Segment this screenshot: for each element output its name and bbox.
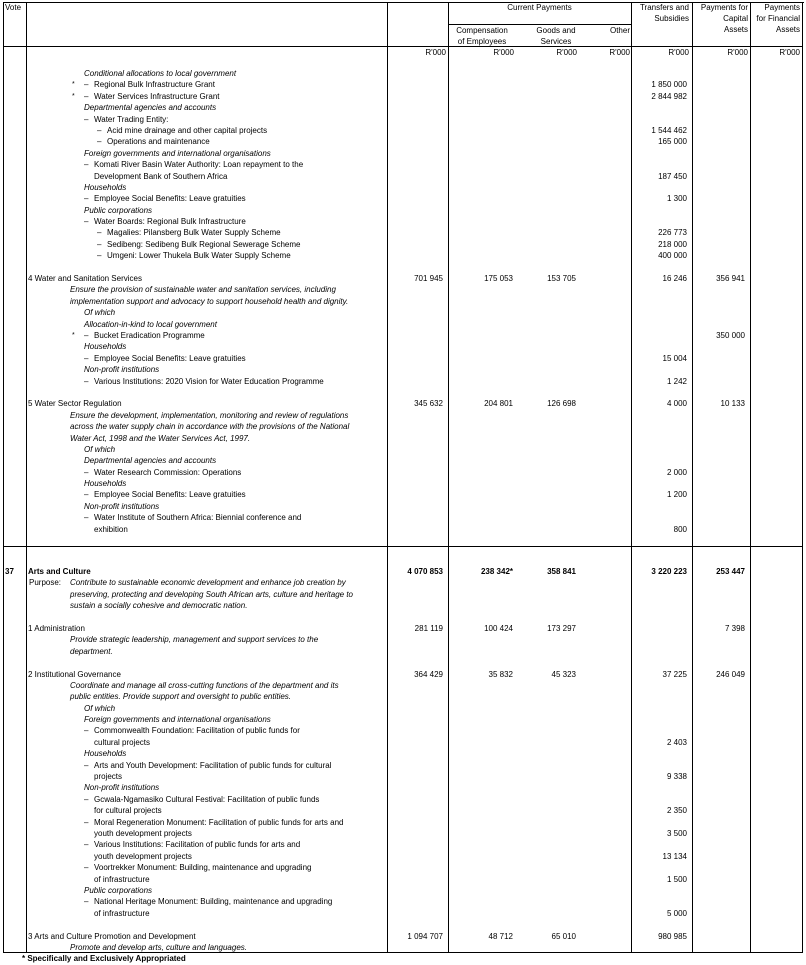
value-trans: 3 500: [666, 828, 687, 838]
table-row: [0, 714, 806, 725]
bullet-dash: –: [84, 490, 89, 500]
value-comp: 204 801: [484, 399, 513, 409]
bullet-dash: –: [84, 840, 89, 850]
value-trans: 2 350: [666, 806, 687, 816]
table-row: [0, 805, 806, 816]
bullet-dash: –: [84, 91, 89, 101]
row-description: Arts and Culture: [28, 567, 91, 576]
header-financial-line3: Assets: [775, 25, 800, 34]
row-description: Moral Regeneration Monument: Facilitation of public funds for arts and: [94, 817, 344, 827]
value-trans: 400 000: [658, 251, 687, 261]
vote-section: [0, 554, 806, 953]
header-financial-line1: Payments: [764, 3, 800, 12]
programme-heading-row: [0, 398, 806, 409]
value-total: 345 632: [414, 399, 443, 409]
table-row: [0, 91, 806, 102]
bullet-dash: –: [97, 251, 102, 261]
vote-title-row: [0, 566, 806, 577]
value-comp: 48 712: [488, 931, 513, 941]
bullet-dash: –: [97, 239, 102, 249]
row-description: Households: [84, 182, 127, 192]
header-compensation-line1: Compensation: [456, 26, 508, 35]
value-trans: 9 338: [666, 772, 687, 782]
value-trans: 15 004: [662, 353, 687, 363]
vote-section: [0, 60, 806, 554]
value-trans: 165 000: [658, 137, 687, 147]
table-row: [0, 589, 806, 600]
row-description: Water Research Commission: Operations: [94, 467, 242, 477]
vote-number: 37: [5, 567, 14, 576]
table-row: [0, 771, 806, 782]
row-description: Foreign governments and international organisations: [84, 148, 271, 158]
row-description: youth development projects: [94, 851, 192, 861]
row-description: 3 Arts and Culture Promotion and Development: [28, 931, 196, 941]
value-trans: 3 220 223: [651, 567, 687, 576]
header-other: Other: [609, 26, 630, 35]
value-trans: 218 000: [658, 239, 687, 249]
table-row: [0, 794, 806, 805]
header-transfers-line1: Transfers and: [639, 3, 689, 12]
bullet-dash: –: [84, 114, 89, 124]
value-goods: 126 698: [547, 399, 576, 409]
value-trans: 37 225: [662, 669, 687, 679]
table-row: [0, 410, 806, 421]
row-description: exhibition: [94, 524, 128, 534]
row-description: across the water supply chain in accordance with the provisions of the National: [70, 422, 350, 432]
table-row: [0, 341, 806, 352]
value-total: 281 119: [414, 623, 443, 633]
table-row: [0, 296, 806, 307]
unit-transfers: R'000: [668, 48, 689, 57]
value-total: 701 945: [414, 274, 443, 284]
row-description: Of which: [84, 444, 116, 454]
row-description: Coordinate and manage all cross-cutting functions of the department and its: [70, 680, 339, 690]
row-description: Water Services Infrastructure Grant: [94, 91, 220, 101]
row-description: Voortrekker Monument: Building, maintenance and upgrading: [94, 863, 312, 873]
bullet-dash: –: [97, 125, 102, 135]
value-goods: 45 323: [551, 669, 576, 679]
row-description: projects: [94, 772, 123, 782]
table-row: [0, 524, 806, 535]
table-row: [0, 114, 806, 125]
table-row: [0, 839, 806, 850]
row-description: of infrastructure: [94, 874, 150, 884]
table-row: [0, 748, 806, 759]
row-description: Regional Bulk Infrastructure Grant: [94, 80, 215, 90]
table-row: [0, 885, 806, 896]
row-description: Departmental agencies and accounts: [84, 103, 217, 113]
table-row: [0, 737, 806, 748]
table-row: [0, 817, 806, 828]
table-row: [0, 782, 806, 793]
table-row: [0, 148, 806, 159]
bullet-dash: –: [84, 897, 89, 907]
row-description: Promote and develop arts, culture and languages.: [70, 942, 248, 952]
row-description: cultural projects: [94, 737, 151, 747]
value-trans: 4 000: [666, 399, 687, 409]
row-description: Non-profit institutions: [84, 783, 160, 793]
row-description: Provide strategic leadership, management and support services to the: [70, 635, 319, 645]
table-row: [0, 307, 806, 318]
table-row: [0, 646, 806, 657]
header-goods-line1: Goods and: [536, 26, 576, 35]
table-row: [0, 634, 806, 645]
table-row: [0, 102, 806, 113]
row-description: Development Bank of Southern Africa: [94, 171, 228, 181]
row-description: Magalies: Pilansberg Bulk Water Supply Scheme: [107, 228, 281, 238]
table-row: [0, 725, 806, 736]
unit-financial: R'000: [779, 48, 800, 57]
bullet-dash: –: [84, 330, 89, 340]
value-trans: 1 200: [666, 490, 687, 500]
table-row: [0, 171, 806, 182]
value-trans: 226 773: [658, 228, 687, 238]
table-row: [0, 68, 806, 79]
header-financial-line2: for Financial: [756, 14, 800, 23]
value-goods: 173 297: [547, 623, 576, 633]
value-trans: 1 242: [666, 376, 687, 386]
row-description: Acid mine drainage and other capital projects: [107, 125, 268, 135]
bullet-dash: –: [84, 817, 89, 827]
table-row: [0, 136, 806, 147]
row-description: 2 Institutional Governance: [28, 669, 121, 679]
row-description: Water Trading Entity:: [94, 114, 169, 124]
row-description: Households: [84, 749, 127, 759]
unit-capital: R'000: [727, 48, 748, 57]
row-description: Departmental agencies and accounts: [84, 456, 217, 466]
table-row: [0, 862, 806, 873]
value-trans: 1 544 462: [651, 125, 687, 135]
value-goods: 153 705: [547, 274, 576, 284]
header-capital-line1: Payments for: [700, 3, 748, 12]
table-row: [0, 376, 806, 387]
header-current-payments: Current Payments: [507, 3, 572, 12]
table-row: [0, 79, 806, 90]
row-description: Water Boards: Regional Bulk Infrastructure: [94, 217, 246, 227]
row-description: Of which: [84, 703, 116, 713]
bullet-dash: –: [84, 160, 89, 170]
row-description: Employee Social Benefits: Leave gratuities: [94, 490, 246, 500]
row-description: Allocation-in-kind to local government: [84, 319, 217, 329]
appropriated-marker: *: [72, 81, 75, 89]
table-row: [0, 433, 806, 444]
header-capital-line2: Capital: [723, 14, 748, 23]
table-row: [0, 896, 806, 907]
value-trans: 5 000: [666, 908, 687, 918]
table-row: [0, 600, 806, 611]
value-trans: 2 403: [666, 737, 687, 747]
header-vote: Vote: [5, 3, 22, 12]
unit-total: R'000: [425, 48, 446, 57]
row-description: Non-profit institutions: [84, 501, 160, 511]
row-description: Umgeni: Lower Thukela Bulk Water Supply Scheme: [107, 251, 291, 261]
bullet-dash: –: [84, 217, 89, 227]
row-description: preserving, protecting and developing South African arts, culture and heritage to: [70, 589, 353, 599]
bullet-dash: –: [84, 467, 89, 477]
row-description: public entities. Provide support and oversight to public entities.: [70, 692, 292, 702]
table-row: [0, 182, 806, 193]
row-description: 5 Water Sector Regulation: [28, 399, 122, 409]
row-description: Water Institute of Southern Africa: Biennial conference and: [94, 513, 302, 523]
table-row: [0, 250, 806, 261]
table-body: [0, 60, 806, 965]
table-row: [0, 319, 806, 330]
bullet-dash: –: [84, 376, 89, 386]
table-row: [0, 512, 806, 523]
header-financial: [750, 2, 800, 35]
purpose-label: Purpose:: [29, 578, 62, 588]
value-cap: 246 049: [716, 669, 745, 679]
table-row: [0, 216, 806, 227]
row-description: Employee Social Benefits: Leave gratuities: [94, 194, 246, 204]
row-description: Of which: [84, 308, 116, 318]
value-comp: 175 053: [484, 274, 513, 284]
table-row: [0, 125, 806, 136]
value-total: 1 094 707: [407, 931, 443, 941]
bullet-dash: –: [97, 228, 102, 238]
row-description: 1 Administration: [28, 623, 85, 633]
value-comp: 238 342*: [480, 567, 513, 576]
table-row: [0, 691, 806, 702]
row-description: Ensure the provision of sustainable water and sanitation services, including: [70, 285, 336, 295]
value-cap: 10 133: [720, 399, 745, 409]
row-description: Bucket Eradication Programme: [94, 330, 205, 340]
value-trans: 1 300: [666, 194, 687, 204]
table-row: [0, 501, 806, 512]
table-row: [0, 874, 806, 885]
row-description: Ensure the development, implementation, monitoring and review of regulations: [70, 410, 349, 420]
programme-block: [0, 68, 806, 262]
appropriated-marker: *: [72, 92, 75, 100]
table-row: [0, 942, 806, 953]
bullet-dash: –: [84, 80, 89, 90]
table-row: [0, 908, 806, 919]
table-row: [0, 467, 806, 478]
header-capital-line3: Assets: [723, 25, 748, 34]
programme-heading-row: [0, 273, 806, 284]
unit-goods: R'000: [556, 48, 577, 57]
value-goods: 358 841: [547, 567, 576, 576]
row-description: Non-profit institutions: [84, 365, 160, 375]
unit-comp: R'000: [493, 48, 514, 57]
table-row: [0, 478, 806, 489]
table-row: [0, 193, 806, 204]
header-transfers-line2: Subsidies: [654, 14, 689, 23]
value-cap: 350 000: [716, 330, 745, 340]
row-description: Sedibeng: Sedibeng Bulk Regional Sewerage Scheme: [107, 239, 301, 249]
programme-block: [0, 669, 806, 920]
value-trans: 16 246: [662, 274, 687, 284]
value-goods: 65 010: [551, 931, 576, 941]
value-total: 364 429: [414, 669, 443, 679]
row-description: Komati River Basin Water Authority: Loan repayment to the: [94, 160, 304, 170]
programme-block: [0, 273, 806, 387]
row-description: Foreign governments and international organisations: [84, 715, 271, 725]
value-cap: 356 941: [716, 274, 745, 284]
programme-heading-row: [0, 623, 806, 634]
bullet-dash: –: [84, 726, 89, 736]
row-description: youth development projects: [94, 828, 192, 838]
table-row: [0, 680, 806, 691]
bullet-dash: –: [84, 513, 89, 523]
table-row: [0, 330, 806, 341]
row-description: Public corporations: [84, 205, 153, 215]
value-trans: 1 850 000: [651, 80, 687, 90]
value-trans: 1 500: [666, 874, 687, 884]
bullet-dash: –: [84, 794, 89, 804]
value-trans: 2 000: [666, 467, 687, 477]
table-row: [0, 703, 806, 714]
header-compensation: [448, 25, 516, 47]
value-comp: 100 424: [484, 623, 513, 633]
table-row: [0, 353, 806, 364]
table-row: [0, 828, 806, 839]
table-row: [0, 577, 806, 588]
value-trans: 13 134: [662, 851, 687, 861]
bullet-dash: –: [97, 137, 102, 147]
row-description: Operations and maintenance: [107, 137, 210, 147]
row-description: National Heritage Monument: Building, maintenance and upgrading: [94, 897, 333, 907]
row-description: Various Institutions: 2020 Vision for Water Education Programme: [94, 376, 324, 386]
table-row: [0, 205, 806, 216]
header-transfers: [632, 2, 689, 24]
row-description: for cultural projects: [94, 806, 162, 816]
table-row: [0, 239, 806, 250]
bullet-dash: –: [84, 760, 89, 770]
footnote: * Specifically and Exclusively Appropriated: [22, 954, 186, 963]
bullet-dash: –: [84, 353, 89, 363]
row-description: Contribute to sustainable economic development and enhance job creation by: [70, 578, 346, 588]
table-row: [0, 455, 806, 466]
value-total: 4 070 853: [407, 567, 443, 576]
value-trans: 980 985: [658, 931, 687, 941]
programme-heading-row: [0, 931, 806, 942]
value-cap: 7 398: [724, 623, 745, 633]
unit-other: R'000: [609, 48, 630, 57]
table-row: [0, 760, 806, 771]
row-description: implementation support and advocacy to support household health and dignity.: [70, 296, 349, 306]
table-row: [0, 851, 806, 862]
row-description: sustain a socially cohesive and democratic nation.: [70, 601, 248, 611]
programme-block: [0, 931, 806, 954]
table-row: [0, 227, 806, 238]
header-compensation-line2: of Employees: [457, 37, 507, 46]
row-description: Public corporations: [84, 885, 153, 895]
value-comp: 35 832: [488, 669, 513, 679]
programme-block: [0, 623, 806, 657]
value-cap: 253 447: [716, 567, 745, 576]
table-row: [0, 284, 806, 295]
programme-heading-row: [0, 669, 806, 680]
row-description: Conditional allocations to local government: [84, 69, 237, 78]
programme-block: [0, 398, 806, 535]
header-capital: [692, 2, 748, 35]
row-description: Arts and Youth Development: Facilitation of public funds for cultural: [94, 760, 332, 770]
row-description: department.: [70, 646, 113, 656]
row-description: Gcwala-Ngamasiko Cultural Festival: Facilitation of public funds: [94, 794, 320, 804]
bullet-dash: –: [84, 194, 89, 204]
appropriated-marker: *: [72, 331, 75, 339]
value-trans: 187 450: [658, 171, 687, 181]
row-description: Commonwealth Foundation: Facilitation of public funds for: [94, 726, 300, 736]
row-description: Employee Social Benefits: Leave gratuities: [94, 353, 246, 363]
row-description: Households: [84, 479, 127, 489]
table-row: [0, 444, 806, 455]
header-goods-line2: Services: [540, 37, 572, 46]
table-row: [0, 364, 806, 375]
table-row: [0, 489, 806, 500]
table-row: [0, 159, 806, 170]
row-description: Households: [84, 342, 127, 352]
row-description: 4 Water and Sanitation Services: [28, 274, 142, 284]
value-trans: 2 844 982: [651, 91, 687, 101]
value-trans: 800: [673, 524, 687, 534]
row-description: Various Institutions: Facilitation of public funds for arts and: [94, 840, 301, 850]
programme-block: [0, 566, 806, 612]
row-description: Water Act, 1998 and the Water Services Act, 1997.: [70, 433, 251, 443]
table-row: [0, 421, 806, 432]
bullet-dash: –: [84, 863, 89, 873]
row-description: of infrastructure: [94, 908, 150, 918]
